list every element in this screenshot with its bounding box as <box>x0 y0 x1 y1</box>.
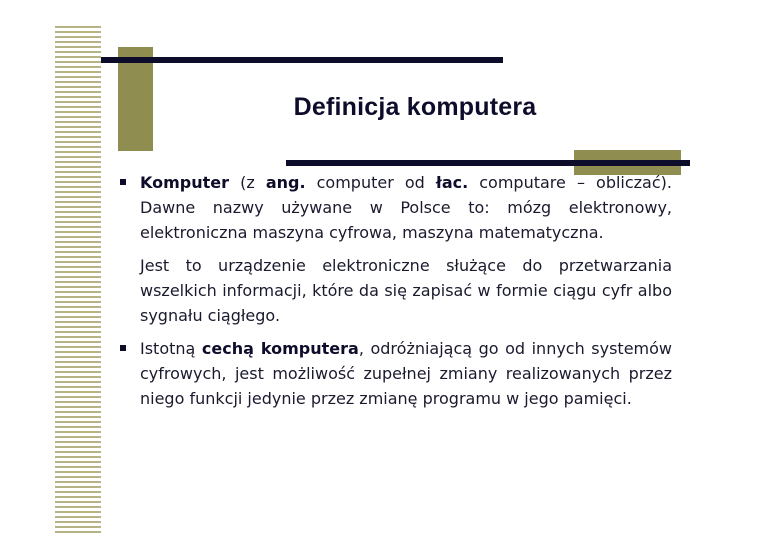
text-fragment: (z <box>229 173 266 192</box>
bullet-item-definition <box>120 170 672 245</box>
slide-content <box>120 170 672 419</box>
title-underline-bar <box>286 160 690 166</box>
text-fragment: Istotną <box>140 339 202 358</box>
bullet-square-icon <box>120 345 126 351</box>
term-cecha-komputera: cechą komputera <box>201 339 359 358</box>
abbr-lac: łac. <box>435 173 469 192</box>
term-komputer: Komputer <box>140 173 230 192</box>
paragraph-description: Jest to urządzenie elektroniczne służące do przetwarzania wszelkich informacji, które da się zapisać w formie ciągu cyfr albo sygnału ciągłego. <box>140 256 672 325</box>
bullet-item-feature <box>120 336 672 411</box>
text-fragment: computare – obliczać). Dawne nazwy używane w Polsce to: mózg elektronowy, elektroniczna maszyna cyfrowa, maszyna matematyczna. <box>140 173 672 242</box>
text-fragment: , odróżniającą go od innych systemów cyfrowych, jest możliwość zupełnej zmiany realizowanych przez niego funkcji jedynie przez zmianę programu w jego pamięci. <box>140 339 673 408</box>
text-fragment: computer od <box>305 173 436 192</box>
top-divider-bar <box>101 57 503 63</box>
bullet-square-icon <box>120 179 126 185</box>
abbr-ang: ang. <box>265 173 306 192</box>
decorative-stripes <box>55 26 101 533</box>
slide-title: Definicja komputera <box>293 93 537 121</box>
